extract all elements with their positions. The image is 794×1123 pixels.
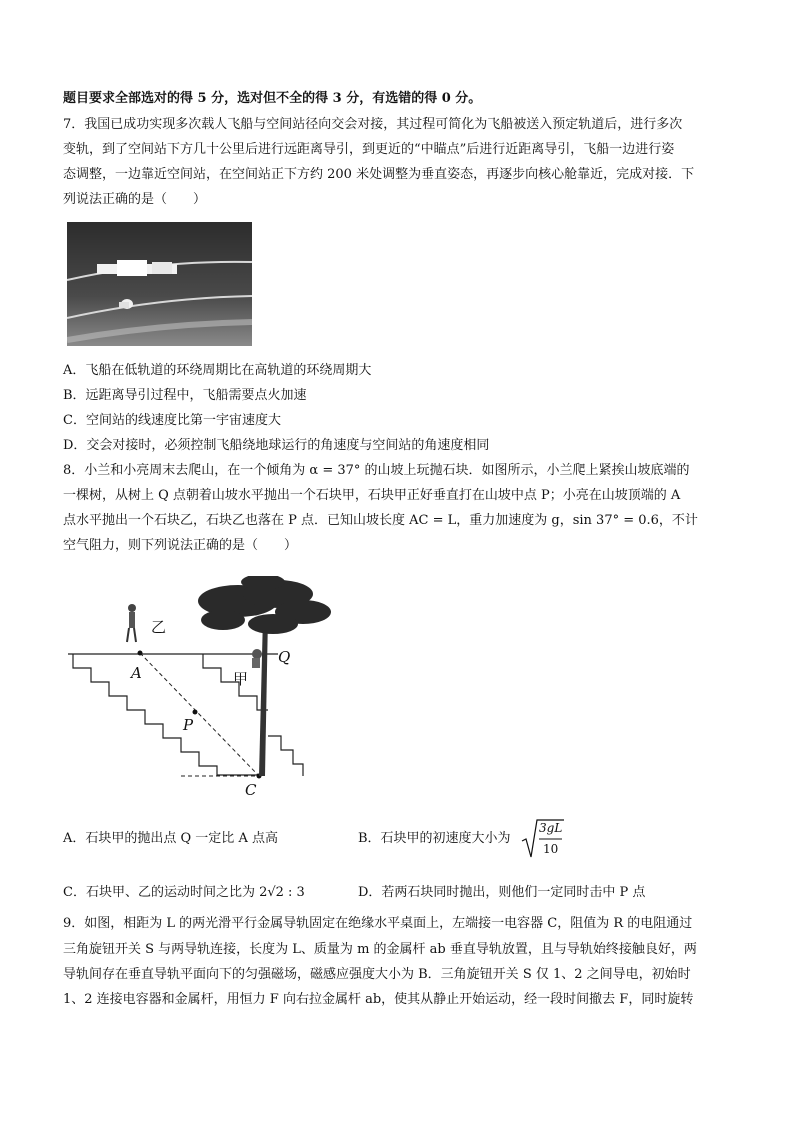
q9-line-1: 9．如图，相距为 L 的两光滑平行金属导轨固定在绝缘水平桌面上，左端接一电容器 C，阻值为 R 的电阻通过 bbox=[63, 916, 693, 931]
q7-line-4: 列说法正确的是（ ） bbox=[63, 192, 207, 207]
q8-option-b: B．石块甲的初速度大小为 bbox=[358, 831, 511, 846]
q7-option-d: D．交会对接时，必须控制飞船绕地球运行的角速度与空间站的角速度相同 bbox=[63, 438, 490, 453]
sqrt-denominator: 10 bbox=[543, 842, 559, 856]
q9-line-3: 导轨间存在垂直导轨平面向下的匀强磁场，磁感应强度大小为 B．三角旋钮开关 S 仅 1、2 之间导电，初始时 bbox=[63, 967, 691, 982]
q7-option-b: B．远距离导引过程中，飞船需要点火加速 bbox=[63, 388, 307, 403]
slope-figure bbox=[63, 576, 373, 801]
label-q: Q bbox=[278, 648, 291, 666]
scoring-note: 题目要求全部选对的得 5 分，选对但不全的得 3 分，有选错的得 0 分。 bbox=[63, 91, 482, 106]
sqrt-expression bbox=[520, 817, 564, 861]
label-p: P bbox=[183, 716, 194, 734]
q7-option-c: C．空间站的线速度比第一宇宙速度大 bbox=[63, 413, 281, 428]
label-c: C bbox=[245, 781, 257, 799]
q7-option-a: A．飞船在低轨道的环绕周期比在高轨道的环绕周期大 bbox=[63, 363, 372, 378]
q7-line-2: 变轨，到了空间站下方几十公里后进行远距离导引，到更近的“中瞄点”后进行近距离导引，飞船一边进行姿 bbox=[63, 142, 675, 157]
q7-line-1: 7．我国已成功实现多次载人飞船与空间站径向交会对接，其过程可简化为飞船被送入预定轨道后，进行多次 bbox=[63, 117, 683, 132]
q8-line-1: 8．小兰和小亮周末去爬山，在一个倾角为 α = 37° 的山坡上玩抛石块．如图所示，小兰爬上紧挨山坡底端的 bbox=[63, 463, 690, 478]
q9-line-4: 1、2 连接电容器和金属杆，用恒力 F 向右拉金属杆 ab，使其从静止开始运动，经一段时间撤去 F，同时旋转 bbox=[63, 992, 694, 1007]
q9-line-2: 三角旋钮开关 S 与两导轨连接，长度为 L、质量为 m 的金属杆 ab 垂直导轨放置，且与导轨始终接触良好，两 bbox=[63, 942, 697, 957]
q8-option-d: D．若两石块同时抛出，则他们一定同时击中 P 点 bbox=[358, 885, 646, 900]
label-jia: 甲 bbox=[233, 670, 249, 688]
space-station-photo bbox=[67, 222, 252, 346]
q8-line-2: 一棵树，从树上 Q 点朝着山坡水平抛出一个石块甲，石块甲正好垂直打在山坡中点 P；小亮在山坡顶端的 A bbox=[63, 488, 681, 503]
q7-line-3: 态调整，一边靠近空间站，在空间站正下方约 200 米处调整为垂直姿态，再逐步向核心舱靠近，完成对接．下 bbox=[63, 167, 695, 182]
label-a: A bbox=[131, 664, 142, 682]
q8-line-3: 点水平抛出一个石块乙，石块乙也落在 P 点．已知山坡长度 AC = L，重力加速度为 g，sin 37° = 0.6，不计 bbox=[63, 513, 698, 528]
q8-option-c: C．石块甲、乙的运动时间之比为 2√2 : 3 bbox=[63, 885, 305, 900]
q8-option-a: A．石块甲的抛出点 Q 一定比 A 点高 bbox=[63, 831, 278, 846]
q8-line-4: 空气阻力，则下列说法正确的是（ ） bbox=[63, 538, 298, 553]
label-yi: 乙 bbox=[151, 618, 167, 636]
sqrt-numerator: 3gL bbox=[539, 821, 563, 835]
